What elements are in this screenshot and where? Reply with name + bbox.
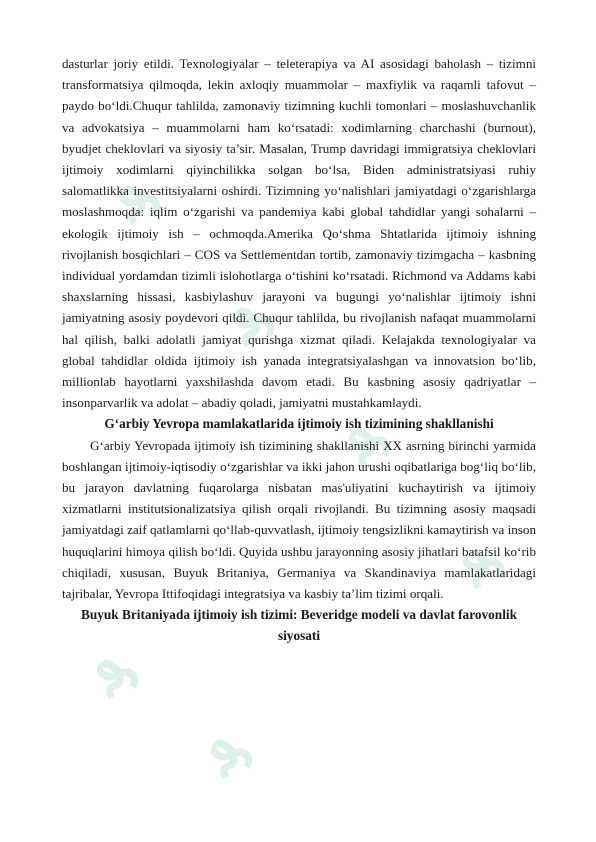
body-paragraph: G‘arbiy Yevropada ijtimoiy ish tizimining shakllanishi XX asrning birinchi yarmida boshlangan ijtimoiy-iqtisodiy o‘zgarishlar va ikki jahon urushi oqibatlariga bog‘liq bo‘lib, bu jarayon davlatning fuqarolarga nisbatan mas'uliyatini kuchaytirish va ijtimoiy xizmatlarni institutsionalizatsiya qilish orqali rivojlandi. Bu tizimning asosiy maqsadi jamiyatdagi zaif qatlamlarni qo‘llab-quvvatlash, ijtimoiy tengsizlikni kamaytirish va inson huquqlarini himoya qilish bo‘ldi. Quyida ushbu jarayonning asosiy jihatlari batafsil ko‘rib chiqiladi, xususan, Buyuk Britaniya, Germaniya va Skandinaviya mamlakatlaridagi tajribalar, Yevropa Ittifoqidagi integratsiya va kasbiy ta’lim tizimi orqali. — [62, 437, 536, 602]
document-body — [62, 53, 536, 647]
watermark-mark: ₰ — [328, 415, 408, 483]
watermark-mark: ₰ — [190, 727, 270, 795]
section-heading: Buyuk Britaniyada ijtimoiy ish tizimi: Beveridge modeli va davlat farovonlik siyosati — [81, 607, 517, 644]
body-paragraph: dasturlar joriy etildi. Texnologiyalar – teleterapiya va AI asosidagi baholash – tizimni transformatsiya qilmoqda, lekin axloqiy muammolar – maxfiylik va raqamli tafovut – paydo bo‘ldi.Chuqur tahlilda, zamonaviy tizimning kuchli tomonlari – moslashuvchanlik va advokatsiya – muammolarni ham ko‘rsatadi: xodimlarning charchashi (burnout), byudjet cheklovlari va siyosiy ta’sir. Masalan, Trump davridagi immigratsiya cheklovlari ijtimoiy xodimlarni qiyinchilikka solgan bo‘lsa, Biden administratsiyasi ruhiy salomatlikka investitsiyalarni oshirdi. Tizimning yo‘nalishlari jamiyatdagi o‘zgarishlarga moslashmoqda: iqlim o‘zgarishi va pandemiya kabi global tahdidlar yangi sohalarni – ekologik ijtimoiy ish – ochmoqda.Amerika Qo‘shma Shtatlarida ijtimoiy ishning rivojlanish bosqichlari – COS va Settlementdan tortib, zamonaviy tizimgacha – kasbning individual yordamdan tizimli islohotlarga o‘tishini ko‘rsatadi. Richmond va Addams kabi shaxslarning hissasi, kasbiylashuv jarayoni va bugungi yo‘nalishlar ijtimoiy ishni jamiyatning asosiy poydevori qildi. Chuqur tahlilda, bu rivojlanish nafaqat muammolarni hal qilish, balki adolatli jamiyat qurishga xizmat qiladi. Kelajakda texnologiyalar va global tahdidlar oldida ijtimoiy ish yanada integratsiyalashgan va innovatsion bo‘lib, millionlab hayotlarni yaxshilashda davom etadi. Bu kasbning asosiy qadriyatlar – insonparvarlik va adolat – abadiy qoladi, jamiyatni mustahkamlaydi. — [62, 56, 536, 411]
watermark-mark: ₰ — [76, 647, 156, 715]
watermark-mark: ₰ — [442, 537, 522, 605]
section-heading: G‘arbiy Yevropa mamlakatlarida ijtimoiy ish tizimining shakllanishi — [104, 416, 494, 432]
watermark-mark: ₰ — [212, 295, 292, 363]
watermark-mark: ₰ — [98, 173, 178, 241]
